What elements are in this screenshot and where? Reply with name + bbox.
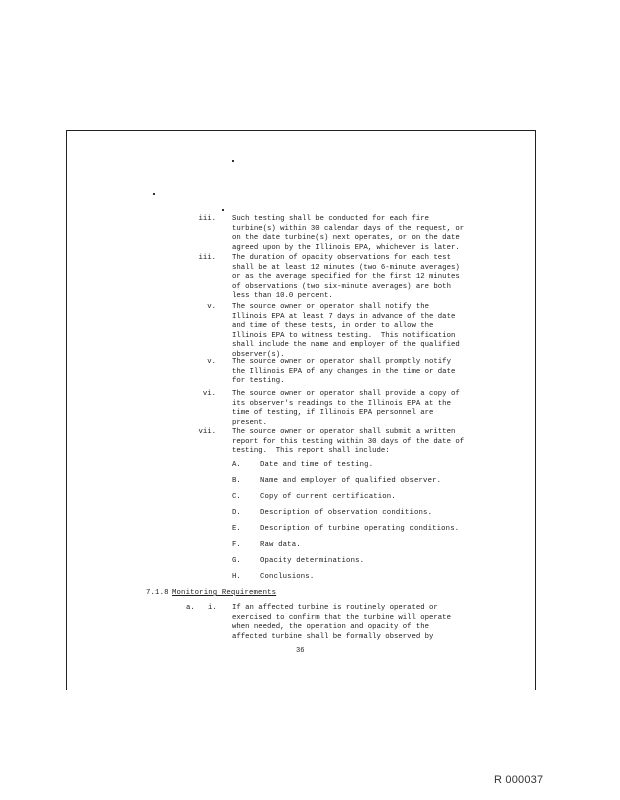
paragraph-line: report for this testing within 30 days of the date of: [232, 437, 465, 446]
paragraph-number: iii.: [198, 254, 216, 262]
paragraph-line: exercised to confirm that the turbine will operate: [232, 613, 451, 622]
paragraph-line: when needed, the operation and opacity of the: [232, 623, 430, 632]
paragraph-number: v.: [207, 358, 216, 366]
report-item-letter: A.: [232, 461, 241, 469]
paragraph-line: observer(s).: [232, 350, 285, 359]
report-item-text: Conclusions.: [260, 573, 315, 581]
section-number: 7.1.8: [146, 589, 169, 597]
paragraph-number: iii.: [198, 215, 216, 223]
report-item-letter: B.: [232, 477, 241, 485]
report-item-letter: D.: [232, 509, 241, 517]
paragraph-text: [232, 390, 460, 428]
monitoring-text: [232, 604, 451, 642]
report-item-text: Raw data.: [260, 541, 301, 549]
paragraph-line: less than 10.0 percent.: [232, 292, 333, 301]
paragraph-line: or as the average specified for the first 12 minutes: [232, 273, 460, 282]
paragraph-line: Such testing shall be conducted for each fire: [232, 215, 430, 223]
paragraph-line: present.: [232, 418, 268, 427]
paragraph-text: [232, 428, 464, 457]
bates-number: R 000037: [494, 774, 544, 786]
scan-speck: [232, 160, 234, 162]
report-item-letter: E.: [232, 525, 241, 533]
paragraph-line: for testing.: [232, 377, 285, 386]
report-item-text: Copy of current certification.: [260, 493, 396, 501]
paragraph-line: its observer's readings to the Illinois EPA at the: [232, 399, 451, 408]
paragraph-line: Illinois EPA to witness testing. This notification: [232, 331, 456, 340]
paragraph-text: [232, 254, 460, 302]
section-title: Monitoring Requirements: [172, 589, 277, 597]
paragraph-text: [232, 358, 455, 387]
report-item-text: Date and time of testing.: [260, 461, 374, 469]
paragraph-line: the Illinois EPA of any changes in the time or date: [232, 367, 456, 376]
paragraph-line: The duration of opacity observations for each test: [232, 254, 451, 262]
paragraph-line: shall include the name and employer of the qualified: [232, 341, 460, 350]
paragraph-line: shall be at least 12 minutes (two 6-minute averages): [232, 263, 460, 272]
report-item-letter: H.: [232, 573, 241, 581]
monitoring-number: i.: [208, 604, 217, 612]
paragraph-number: vii.: [198, 428, 216, 436]
paragraph-line: If an affected turbine is routinely operated or: [232, 604, 438, 612]
paragraph-line: turbine(s) within 30 calendar days of the request, or: [232, 224, 465, 233]
paragraph-number: vi.: [202, 390, 216, 398]
paragraph-line: Illinois EPA at least 7 days in advance of the date: [232, 312, 456, 321]
paragraph-line: The source owner or operator shall notify the: [232, 303, 430, 311]
monitoring-letter: a.: [186, 604, 195, 612]
paragraph-line: testing. This report shall include:: [232, 447, 390, 456]
paragraph-number: v.: [207, 303, 216, 311]
paragraph-line: on the date turbine(s) next operates, or on the date: [232, 234, 460, 243]
paragraph-line: affected turbine shall be formally observed by: [232, 632, 434, 641]
paragraph-text: [232, 215, 464, 253]
report-item-text: Name and employer of qualified observer.: [260, 477, 442, 485]
page-number: 36: [296, 647, 305, 655]
paragraph-line: The source owner or operator shall promptly notify: [232, 358, 451, 366]
scan-speck: [153, 193, 155, 195]
paragraph-line: and time of these tests, in order to allow the: [232, 322, 434, 331]
paragraph-line: agreed upon by the Illinois EPA, whichever is later.: [232, 243, 460, 252]
report-item-text: Opacity determinations.: [260, 557, 365, 565]
report-item-letter: C.: [232, 493, 241, 501]
paragraph-line: The source owner or operator shall provide a copy of: [232, 390, 460, 398]
paragraph-line: of observations (two six-minute averages) are both: [232, 282, 451, 291]
report-item-text: Description of observation conditions.: [260, 509, 433, 517]
scan-speck: [222, 209, 224, 211]
report-item-letter: F.: [232, 541, 241, 549]
report-item-letter: G.: [232, 557, 241, 565]
paragraph-text: [232, 303, 460, 361]
paragraph-line: time of testing, if Illinois EPA personnel are: [232, 409, 434, 418]
report-item-text: Description of turbine operating conditions.: [260, 525, 460, 533]
paragraph-line: The source owner or operator shall submit a written: [232, 428, 456, 436]
